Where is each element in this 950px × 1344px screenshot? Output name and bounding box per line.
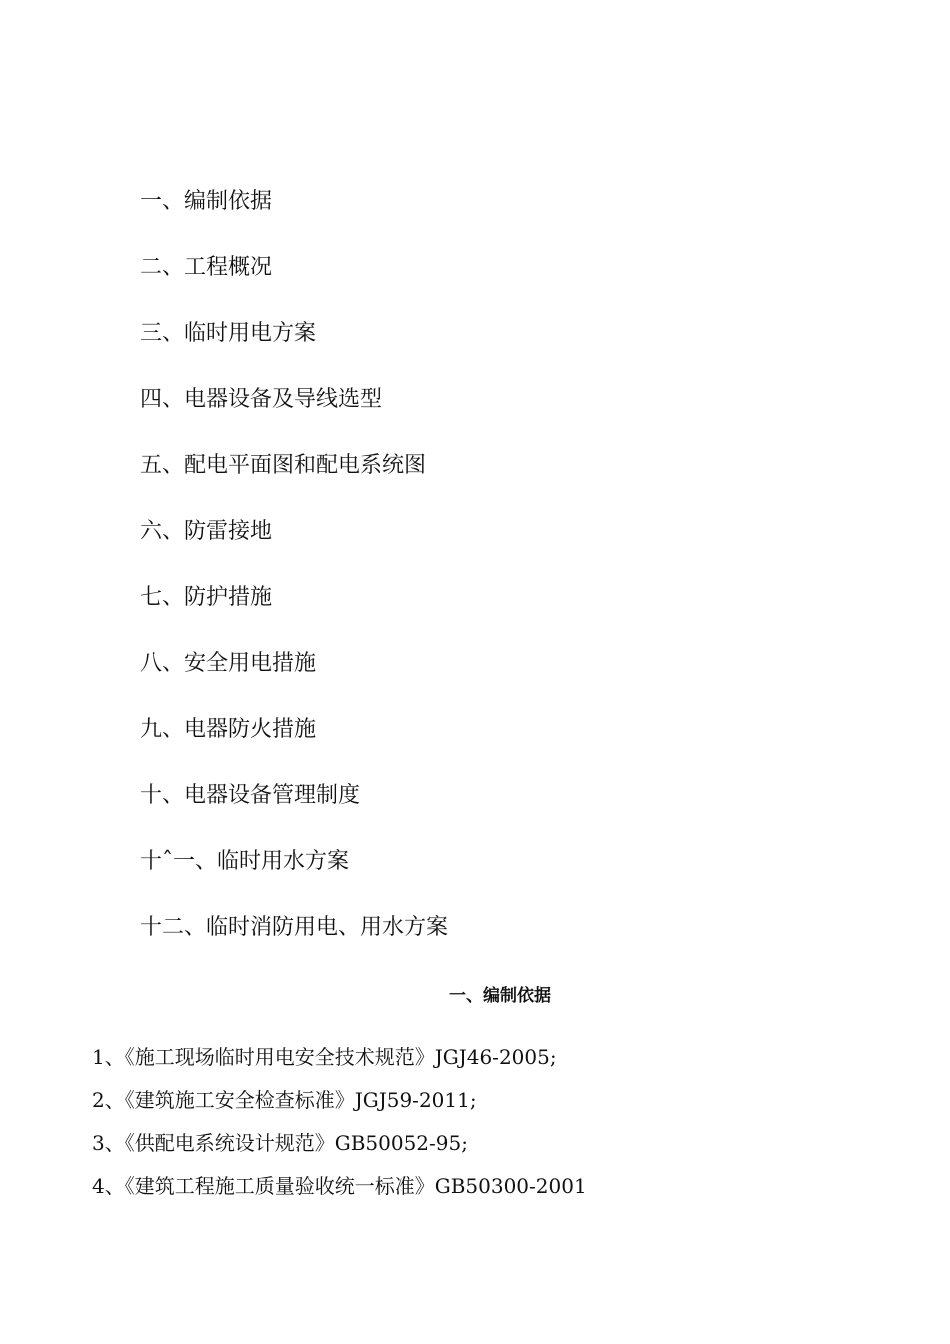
toc-item: 十二、临时消防用电、用水方案 xyxy=(140,915,449,940)
toc-item: 七、防护措施 xyxy=(140,585,273,610)
reference-item: 2、《建筑施工安全检查标准》JGJ59-2011; xyxy=(92,1088,477,1112)
table-of-contents xyxy=(140,184,448,976)
toc-item: 十、电器设备管理制度 xyxy=(140,783,361,808)
reference-list xyxy=(92,1040,587,1212)
toc-item: 八、安全用电措施 xyxy=(140,651,317,676)
toc-item: 九、电器防火措施 xyxy=(140,717,317,742)
section-heading: 一、编制依据 xyxy=(449,986,551,1006)
toc-item: 三、临时用电方案 xyxy=(140,321,317,346)
toc-item: 六、防雷接地 xyxy=(140,519,273,544)
reference-item: 1、《施工现场临时用电安全技术规范》JGJ46-2005; xyxy=(92,1045,557,1069)
toc-item: 十ˆ一、临时用水方案 xyxy=(140,849,350,874)
toc-item: 四、电器设备及导线选型 xyxy=(140,387,383,412)
reference-item: 3、《供配电系统设计规范》GB50052-95; xyxy=(92,1131,468,1155)
reference-item: 4、《建筑工程施工质量验收统一标准》GB50300-2001 xyxy=(92,1174,587,1198)
toc-item: 一、编制依据 xyxy=(140,189,273,214)
toc-item: 五、配电平面图和配电系统图 xyxy=(140,453,427,478)
toc-item: 二、工程概况 xyxy=(140,255,273,280)
